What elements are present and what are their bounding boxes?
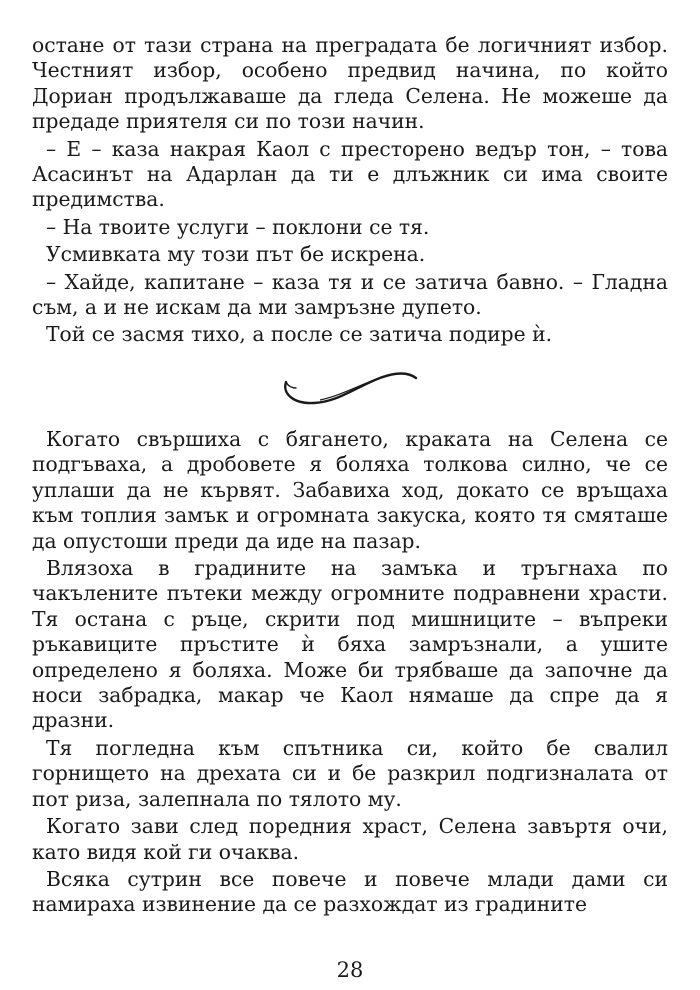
paragraph: Всяка сутрин все повече и повече млади дами си намираха извинение да се разхождат из градините — [32, 866, 668, 917]
paragraph: Той се засмя тихо, а после се затича подире ѝ. — [46, 322, 553, 347]
text-section-bottom — [32, 427, 668, 920]
paragraph: Влязоха в градините на замъка и тръгнаха по чакълените пътеки между огромните подравнени храсти. Тя остана с ръце, скрити под мишниците – въпреки ръкавиците пръстите ѝ бяха замръзнали, а ушите определено я боляха. Може би трябваше да започне да носи забрадка, макар че Каол нямаше да спре да я дразни. — [32, 556, 668, 733]
page-number: 28 — [336, 958, 364, 982]
paragraph: Тя погледна към спътника си, който бе свалил горнището на дрехата си и бе разкрил подгизналата от пот риза, залепнала по тялото му. — [32, 735, 668, 811]
paragraph: – На твоите услуги – поклони се тя. — [46, 214, 430, 239]
paragraph: Когато свършиха с бягането, краката на Селена се подгъваха, а дробовете я боляха толкова силно, че се уплаши да не кървят. Забавиха ход, докато се връщаха към топлия замък и огромната закуска, която тя смяташе да опустоши преди да иде на пазар. — [32, 427, 668, 553]
paragraph: – Е – каза накрая Каол с престорено ведър тон, – това Асасинът на Адарлан да ти е длъжник си има своите предимства. — [32, 136, 668, 212]
paragraph: Когато зави след поредния храст, Селена завъртя очи, като видя кой ги очаква. — [32, 814, 668, 864]
paragraph: Усмивката му този път бе искрена. — [46, 242, 426, 267]
paragraph: остане от тази страна на преградата бе логичният избор. Честният избор, особено предвид начина, по който Дориан продължаваше да гледа Селена. Не можеше да предаде приятеля си по този начин. — [32, 33, 668, 134]
paragraph: – Хайде, капитане – каза тя и се затича бавно. – Гладна съм, а и не искам да ми замръзне дупето. — [32, 269, 668, 320]
flourish-divider-icon — [280, 364, 420, 412]
text-section-top — [32, 33, 668, 350]
